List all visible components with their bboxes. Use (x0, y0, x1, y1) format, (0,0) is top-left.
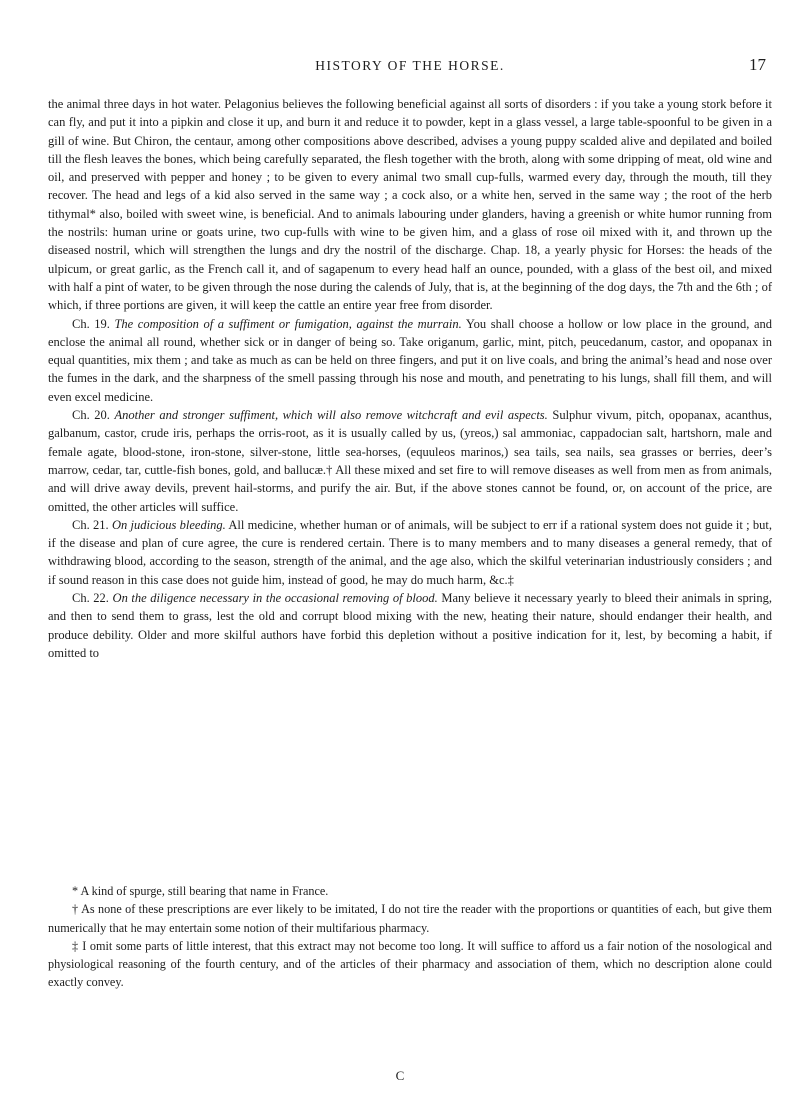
main-text (48, 95, 772, 662)
chapter-heading: On judicious bleeding. (111, 517, 226, 532)
paragraph-text: All medicine, whether human or of animals, will be subject to err if a rational system does not guide it ; but, if the disease and plan of cure agree, the cure is rendered certain. There is to many members and to many diseases a general remedy, that of withdrawing blood, according to the season, strength of the animal, and the age also, which the skilful veterinarian industriously considers ; and if sound reason in this case does not guide him, instead of good, he may do much harm, &c.‡ (48, 517, 773, 587)
chapter-number: Ch. 20. (72, 408, 110, 423)
chapter-heading: The composition of a suffiment or fumigation, against the murrain. (114, 316, 462, 331)
paragraph (48, 406, 772, 516)
paragraph-text: the animal three days in hot water. Pelagonius believes the following beneficial against all sorts of disorders : if you take a young stork before it can fly, and put it into a pipkin and close it up, and burn it and reduce it to powder, kept in a glass vessel, a large table-spoonful to be given in a gill of wine. But Chiron, the centaur, among other compositions above described, advises a young puppy scalded alive and depilated and boiled till the flesh leaves the bones, which being carefully separated, the flesh together with the broth, along with some dripping of meat, old wine and oil, and preserved with pepper and honey ; to be given to every animal two small cup-fulls, warmed every day, through the mouth, till they recover. The head and legs of a kid also served in the same way ; a cock also, or a white hen, served in the same way ; the root of the herb tithymal* also, boiled with sweet wine, is beneficial. And to animals labouring under glanders, having a greenish or white humor running from the nostrils: human urine or goats urine, two cup-fulls with wine to be given him, and a glass of rose oil mixed with it, and thrown up the diseased nostril, which will strengthen the lungs and dry the nostril of the discharge. Chap. 18, a yearly physic for Horses: the heads of the ulpicum, or great garlic, as the French call it, and of sagapenum to every head half an ounce, pounded, with a glass of the best oil, and mixed with half a pint of water, to be given through the nose during the calends of July, that is, at the beginning of the dog days, the 7th and the 6th ; of which, if three portions are given, it will keep the cattle an entire year free from disorder. (48, 97, 772, 313)
paragraph-text: Many believe it necessary yearly to bleed their animals in spring, and then to send them to grass, lest the old and corrupt blood mixing with the new, heating their nature, should endanger their health, and produce debility. Older and more skilful authors have forbid this depletion without a positive indication for it, lest, by becoming a habit, if omitted to (48, 591, 773, 660)
paragraph (48, 315, 772, 406)
paragraph-text: You shall choose a hollow or low place in the ground, and enclose the animal all round, whether sick or in danger of being so. Take origanum, garlic, mint, pitch, peucedanum, castor, and opopanax in equal quantities, mix them ; and take as much as can be held on three fingers, and put it on live coals, and bring the animal’s head and nose over the fumes in the dark, and the sharpness of the smell passing through his nose and mouth, and penetrating to his lungs, shall fill them, and will even excel medicine. (48, 316, 773, 404)
paragraph (48, 95, 772, 315)
signature-mark: C (395, 1068, 405, 1083)
chapter-number: Ch. 19. (72, 316, 110, 331)
running-title: HISTORY OF THE HORSE. (315, 58, 505, 73)
chapter-number: Ch. 21. (72, 517, 109, 532)
page-number: 17 (749, 55, 766, 74)
footnote: * A kind of spurge, still bearing that name in France. (72, 884, 329, 898)
chapter-heading: On the diligence necessary in the occasional removing of blood. (112, 591, 438, 606)
running-header (48, 55, 772, 80)
chapter-heading: Another and stronger suffiment, which will also remove witchcraft and evil aspects. (114, 408, 548, 423)
paragraph (48, 589, 772, 662)
paragraph-text: Sulphur vivum, pitch, opopanax, acanthus, galbanum, castor, crude iris, perhaps the orris-root, as it is usually called by us, (yreos,) sal ammoniac, cappadocian salt, hartshorn, male and female agate, blood-stone, iron-stone, silver-stone, little sea-horses, (equuleos marinos,) sea tails, sea nails, sea grasses or berries, deer’s marrow, cedar, tar, cuttle-fish bones, gold, and ballucæ.† All these mixed and set fire to will remove diseases as well from men as from animals, and will drive away devils, prevent hail-storms, and purify the air. But, if the above stones cannot be found, or, on account of the price, are omitted, the other articles will suffice. (48, 408, 773, 514)
paragraph (48, 516, 772, 589)
chapter-number: Ch. 22. (72, 591, 109, 606)
footnote: ‡ I omit some parts of little interest, that this extract may not become too long. It will suffice to afford us a fair notion of the nosological and physiological reasoning of the fourth century, and of the articles of their pharmacy and association of them, which no description alone could exactly convey. (48, 938, 772, 990)
footnote: † As none of these prescriptions are ever likely to be imitated, I do not tire the reader with the proportions or quantities of each, but give them numerically that he may entertain some notion of their multifarious pharmacy. (48, 902, 772, 935)
footnotes (48, 882, 772, 992)
